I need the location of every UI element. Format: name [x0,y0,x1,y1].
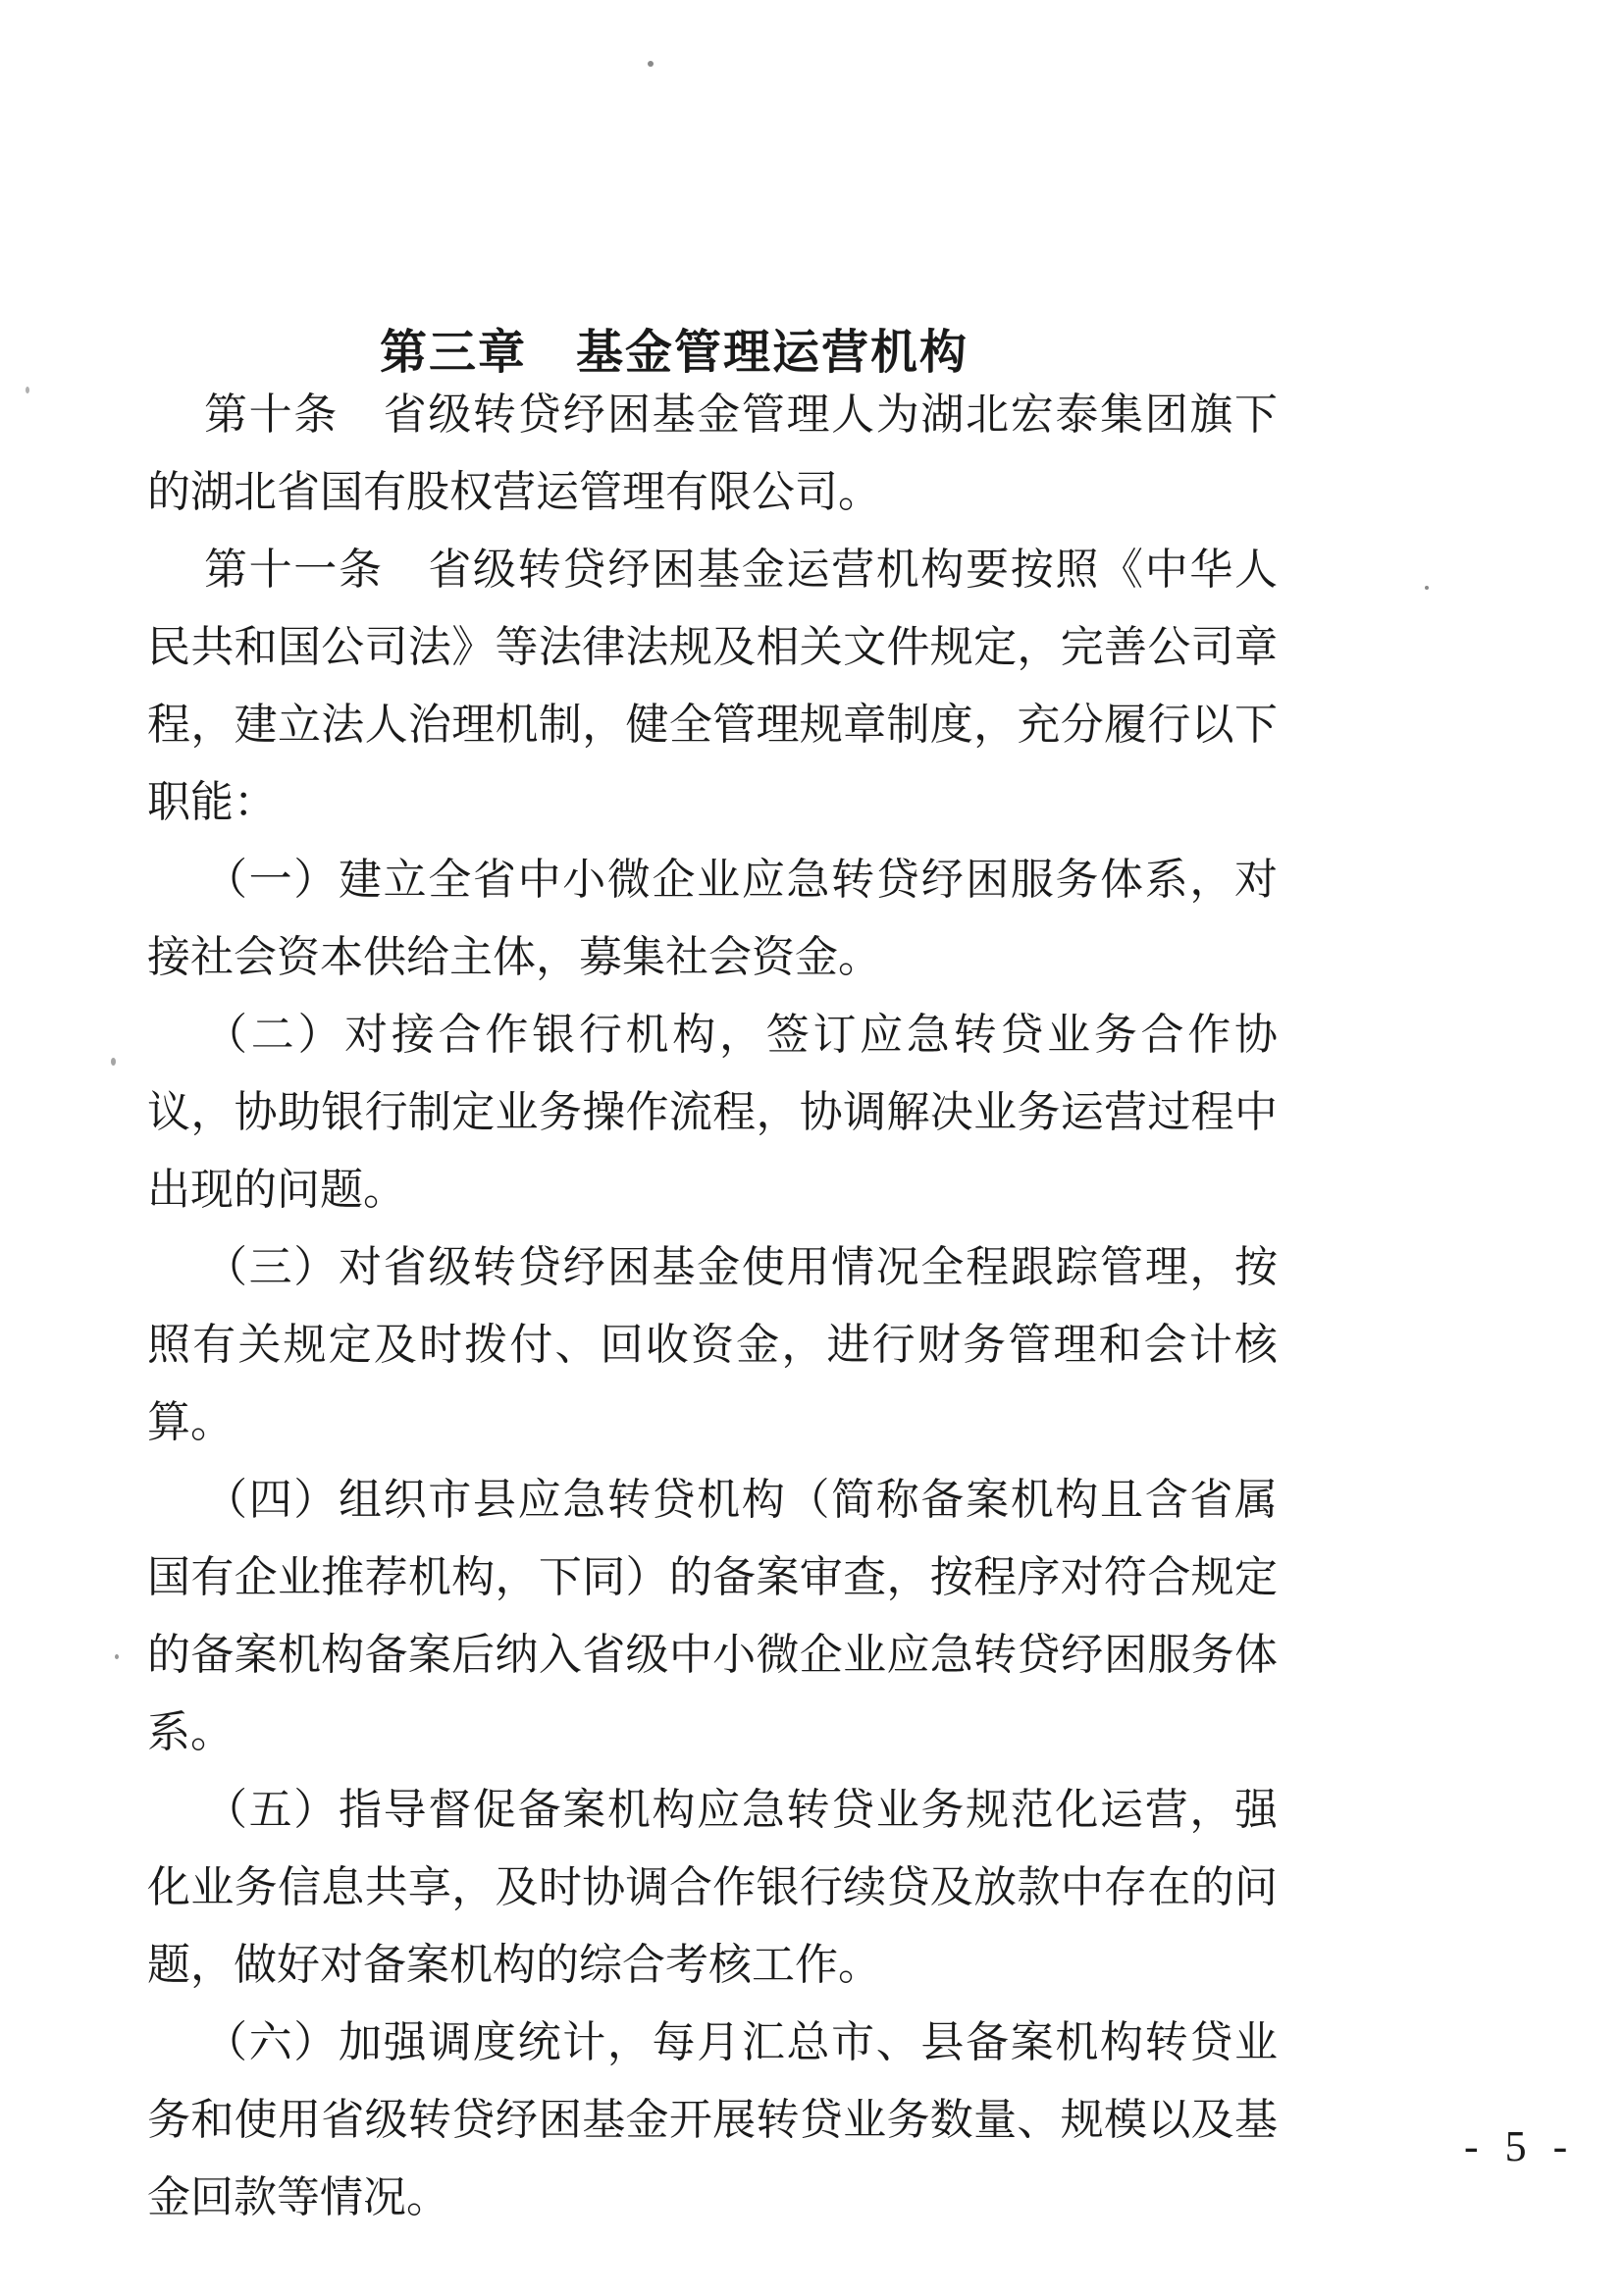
paragraph: （一）建立全省中小微企业应急转贷纾困服务体系，对接社会资本供给主体，募集社会资金。 [147,856,1278,981]
chapter-heading: 第三章 基金管理运营机构 [379,327,969,380]
paragraph: （三）对省级转贷纾困基金使用情况全程跟踪管理，按照有关规定及时拨付、回收资金，进行财务管理和会计核算。 [147,1243,1278,1446]
page-number: - 5 - [1464,2122,1576,2170]
scan-speck [26,387,29,393]
scan-speck [115,1654,119,1659]
paragraph: （二）对接合作银行机构，签订应急转贷业务合作协议，协助银行制定业务操作流程，协调解决业务运营过程中出现的问题。 [147,1011,1278,1214]
scan-speck [648,61,654,67]
paragraph: 第十一条 省级转贷纾困基金运营机构要按照《中华人民共和国公司法》等法律法规及相关文件规定，完善公司章程，建立法人治理机制，健全管理规章制度，充分履行以下职能： [147,546,1278,826]
paragraph: 第十条 省级转贷纾困基金管理人为湖北宏泰集团旗下的湖北省国有股权营运管理有限公司。 [147,391,1278,516]
paragraph: （六）加强调度统计，每月汇总市、县备案机构转贷业务和使用省级转贷纾困基金开展转贷业务数量、规模以及基金回款等情况。 [147,2018,1278,2221]
scan-speck [1425,586,1429,590]
paragraph: （五）指导督促备案机构应急转贷业务规范化运营，强化业务信息共享，及时协调合作银行续贷及放款中存在的问题，做好对备案机构的综合考核工作。 [147,1786,1278,1989]
scan-speck [111,1058,116,1066]
document-body [147,376,1278,2236]
paragraph: （四）组织市县应急转贷机构（简称备案机构且含省属国有企业推荐机构，下同）的备案审查，按程序对符合规定的备案机构备案后纳入省级中小微企业应急转贷纾困服务体系。 [147,1476,1278,1756]
